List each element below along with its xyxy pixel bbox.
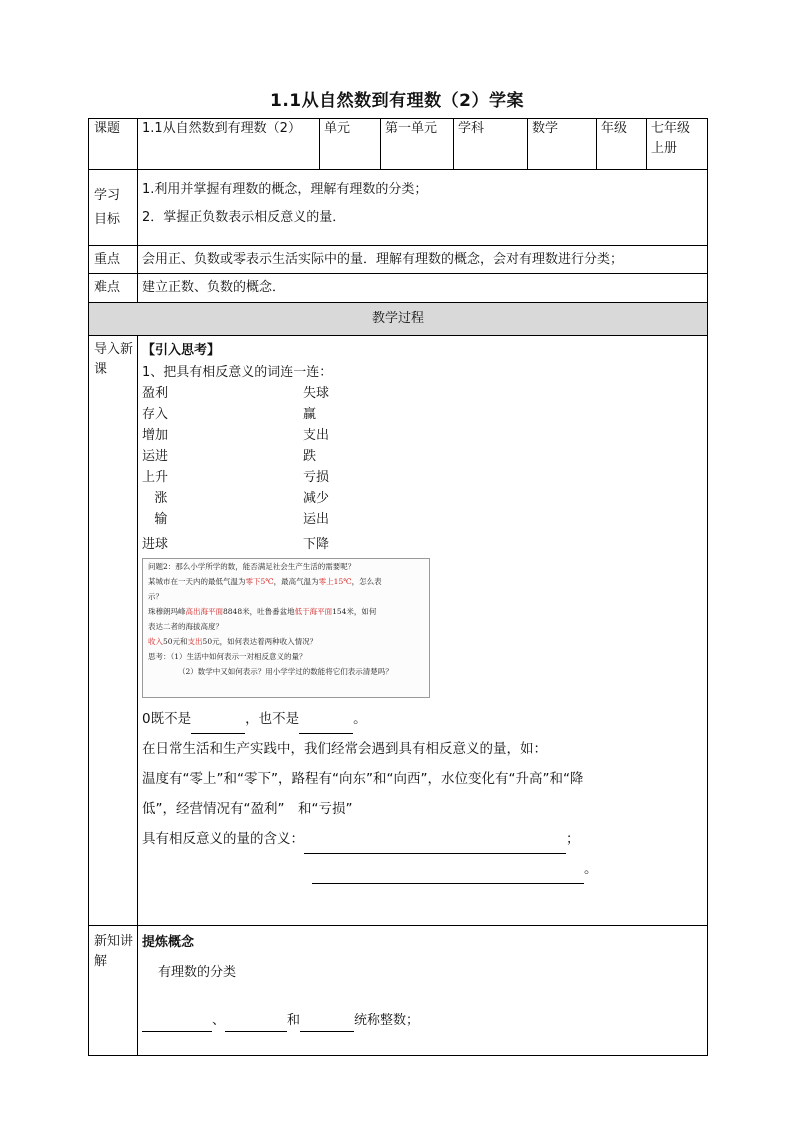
meaning-line-1 xyxy=(142,824,703,854)
new-knowledge-content xyxy=(138,926,708,1056)
image-line-5: 表达二者的海拔高度？ xyxy=(148,622,223,631)
grade-value xyxy=(647,119,708,170)
page-title: 1.1从自然数到有理数（2）学案 xyxy=(270,91,524,111)
integer-ending: 统称整数； xyxy=(354,1013,420,1028)
word-pair-right: 跌 xyxy=(303,449,317,464)
blank-line[interactable] xyxy=(300,1015,354,1032)
meaning-label: 具有相反意义的量的含义： xyxy=(142,831,304,847)
zero-sentence xyxy=(142,704,703,734)
word-pair-left: 增加 xyxy=(142,428,169,443)
zero-text-a: 0既不是 xyxy=(142,711,192,727)
goal-item-1: 1.利用并掌握有理数的概念，理解有理数的分类； xyxy=(142,182,428,197)
image-line-6: 收入50元和支出50元，如何表达着两种收入情况？ xyxy=(148,637,318,646)
sep-2: 和 xyxy=(287,1013,301,1028)
new-knowledge-row xyxy=(89,926,708,1056)
key-point-text: 会用正、负数或零表示生活实际中的量．理解有理数的概念，会对有理数进行分类； xyxy=(138,246,708,274)
grade-value-line1: 七年级 xyxy=(651,121,691,136)
grade-label: 年级 xyxy=(597,119,647,170)
period: 。 xyxy=(584,861,598,877)
word-pair-right: 减少 xyxy=(303,491,330,506)
para-2: 温度有“零上”和“零下”，路程有“向东”和“向西”，水位变化有“升高”和“降 xyxy=(142,771,584,787)
header-row xyxy=(89,119,708,170)
blank-line[interactable] xyxy=(304,837,566,854)
word-pair-right: 支出 xyxy=(303,428,330,443)
key-point-label: 重点 xyxy=(89,246,138,274)
zero-text-c: 。 xyxy=(353,711,367,727)
word-pair-left: 进球 xyxy=(142,537,169,552)
new-knowledge-label: 新知讲解 xyxy=(89,926,138,1056)
image-line-3: 示？ xyxy=(148,592,163,601)
integer-sentence xyxy=(142,1010,703,1032)
goals-label-line1: 学习 xyxy=(94,187,121,203)
word-pair-row xyxy=(142,426,382,447)
word-pair-row xyxy=(142,405,382,426)
word-pair-row xyxy=(142,468,382,489)
blank-line[interactable] xyxy=(142,1015,212,1032)
subject-label: 学科 xyxy=(454,119,528,170)
goals-label-line2: 目标 xyxy=(94,211,121,227)
classification-title: 有理数的分类 xyxy=(158,965,237,980)
topic-label: 课题 xyxy=(89,119,138,170)
semicolon: ； xyxy=(566,831,580,847)
blank-line[interactable] xyxy=(299,717,353,734)
intro-label: 导入新课 xyxy=(89,336,138,926)
word-pair-row xyxy=(142,384,382,405)
zero-text-b: ，也不是 xyxy=(245,711,300,727)
word-pair-right: 下降 xyxy=(303,537,330,552)
blank-line[interactable] xyxy=(225,1015,287,1032)
sep-1: 、 xyxy=(212,1013,226,1028)
meaning-line-2 xyxy=(142,854,703,884)
intro-content xyxy=(138,336,708,926)
image-line-7: 思考：（1）生活中如何表示一对相反意义的量？ xyxy=(148,652,307,661)
difficulty-label: 难点 xyxy=(89,274,138,303)
embedded-question-image xyxy=(142,558,430,698)
word-pair-left: 运进 xyxy=(142,449,169,464)
goals-label xyxy=(89,170,138,246)
grade-value-line2: 上册 xyxy=(651,141,678,156)
word-pair-row xyxy=(142,447,382,468)
difficulty-row xyxy=(89,274,708,303)
word-pair-left: 输 xyxy=(142,512,168,527)
goal-item-2: 2．掌握正负数表示相反意义的量． xyxy=(142,210,346,225)
word-pair-row xyxy=(142,531,382,556)
process-header-row xyxy=(89,303,708,336)
word-pair-right: 失球 xyxy=(303,386,330,401)
para-3: 低”，经营情况有“盈利” 和“亏损” xyxy=(142,801,353,817)
word-pair-right: 赢 xyxy=(303,407,317,422)
lesson-plan-table xyxy=(88,118,708,1056)
word-pair-right: 亏损 xyxy=(303,470,330,485)
word-pair-left: 盈利 xyxy=(142,386,169,401)
image-line-4: 珠穆朗玛峰高出海平面8848米，吐鲁番盆地低于海平面154米，如何 xyxy=(148,607,377,616)
para-1: 在日常生活和生产实践中，我们经常会遇到具有相反意义的量，如： xyxy=(142,741,547,757)
goals-content xyxy=(138,170,708,246)
blank-line[interactable] xyxy=(312,867,584,884)
image-line-2: 某城市在一天内的最低气温为零下5℃，最高气温为零上15℃，怎么表 xyxy=(148,577,382,586)
subject-value: 数学 xyxy=(528,119,597,170)
difficulty-text: 建立正数、负数的概念． xyxy=(138,274,708,303)
unit-value: 第一单元 xyxy=(381,119,454,170)
new-knowledge-heading: 提炼概念 xyxy=(142,935,195,950)
blank-line[interactable] xyxy=(191,717,245,734)
word-pairs xyxy=(142,384,382,556)
image-line-1: 问题2：那么小学所学的数，能否满足社会生产生活的需要呢？ xyxy=(148,562,356,571)
process-header: 教学过程 xyxy=(89,303,708,336)
key-point-row xyxy=(89,246,708,274)
word-pair-row xyxy=(142,489,382,510)
goals-row xyxy=(89,170,708,246)
word-pair-right: 运出 xyxy=(303,512,330,527)
intro-row xyxy=(89,336,708,926)
word-pair-row xyxy=(142,510,382,531)
word-pair-left: 存入 xyxy=(142,407,169,422)
unit-label: 单元 xyxy=(320,119,381,170)
image-line-8: （2）数学中又如何表示？用小学学过的数能将它们表示清楚吗？ xyxy=(178,667,393,676)
intro-heading: 【引入思考】 xyxy=(142,343,221,358)
intro-task: 1、把具有相反意义的词连一连： xyxy=(142,365,333,380)
topic-value: 1.1从自然数到有理数（2） xyxy=(138,119,320,170)
word-pair-left: 涨 xyxy=(142,491,168,506)
word-pair-left: 上升 xyxy=(142,470,169,485)
